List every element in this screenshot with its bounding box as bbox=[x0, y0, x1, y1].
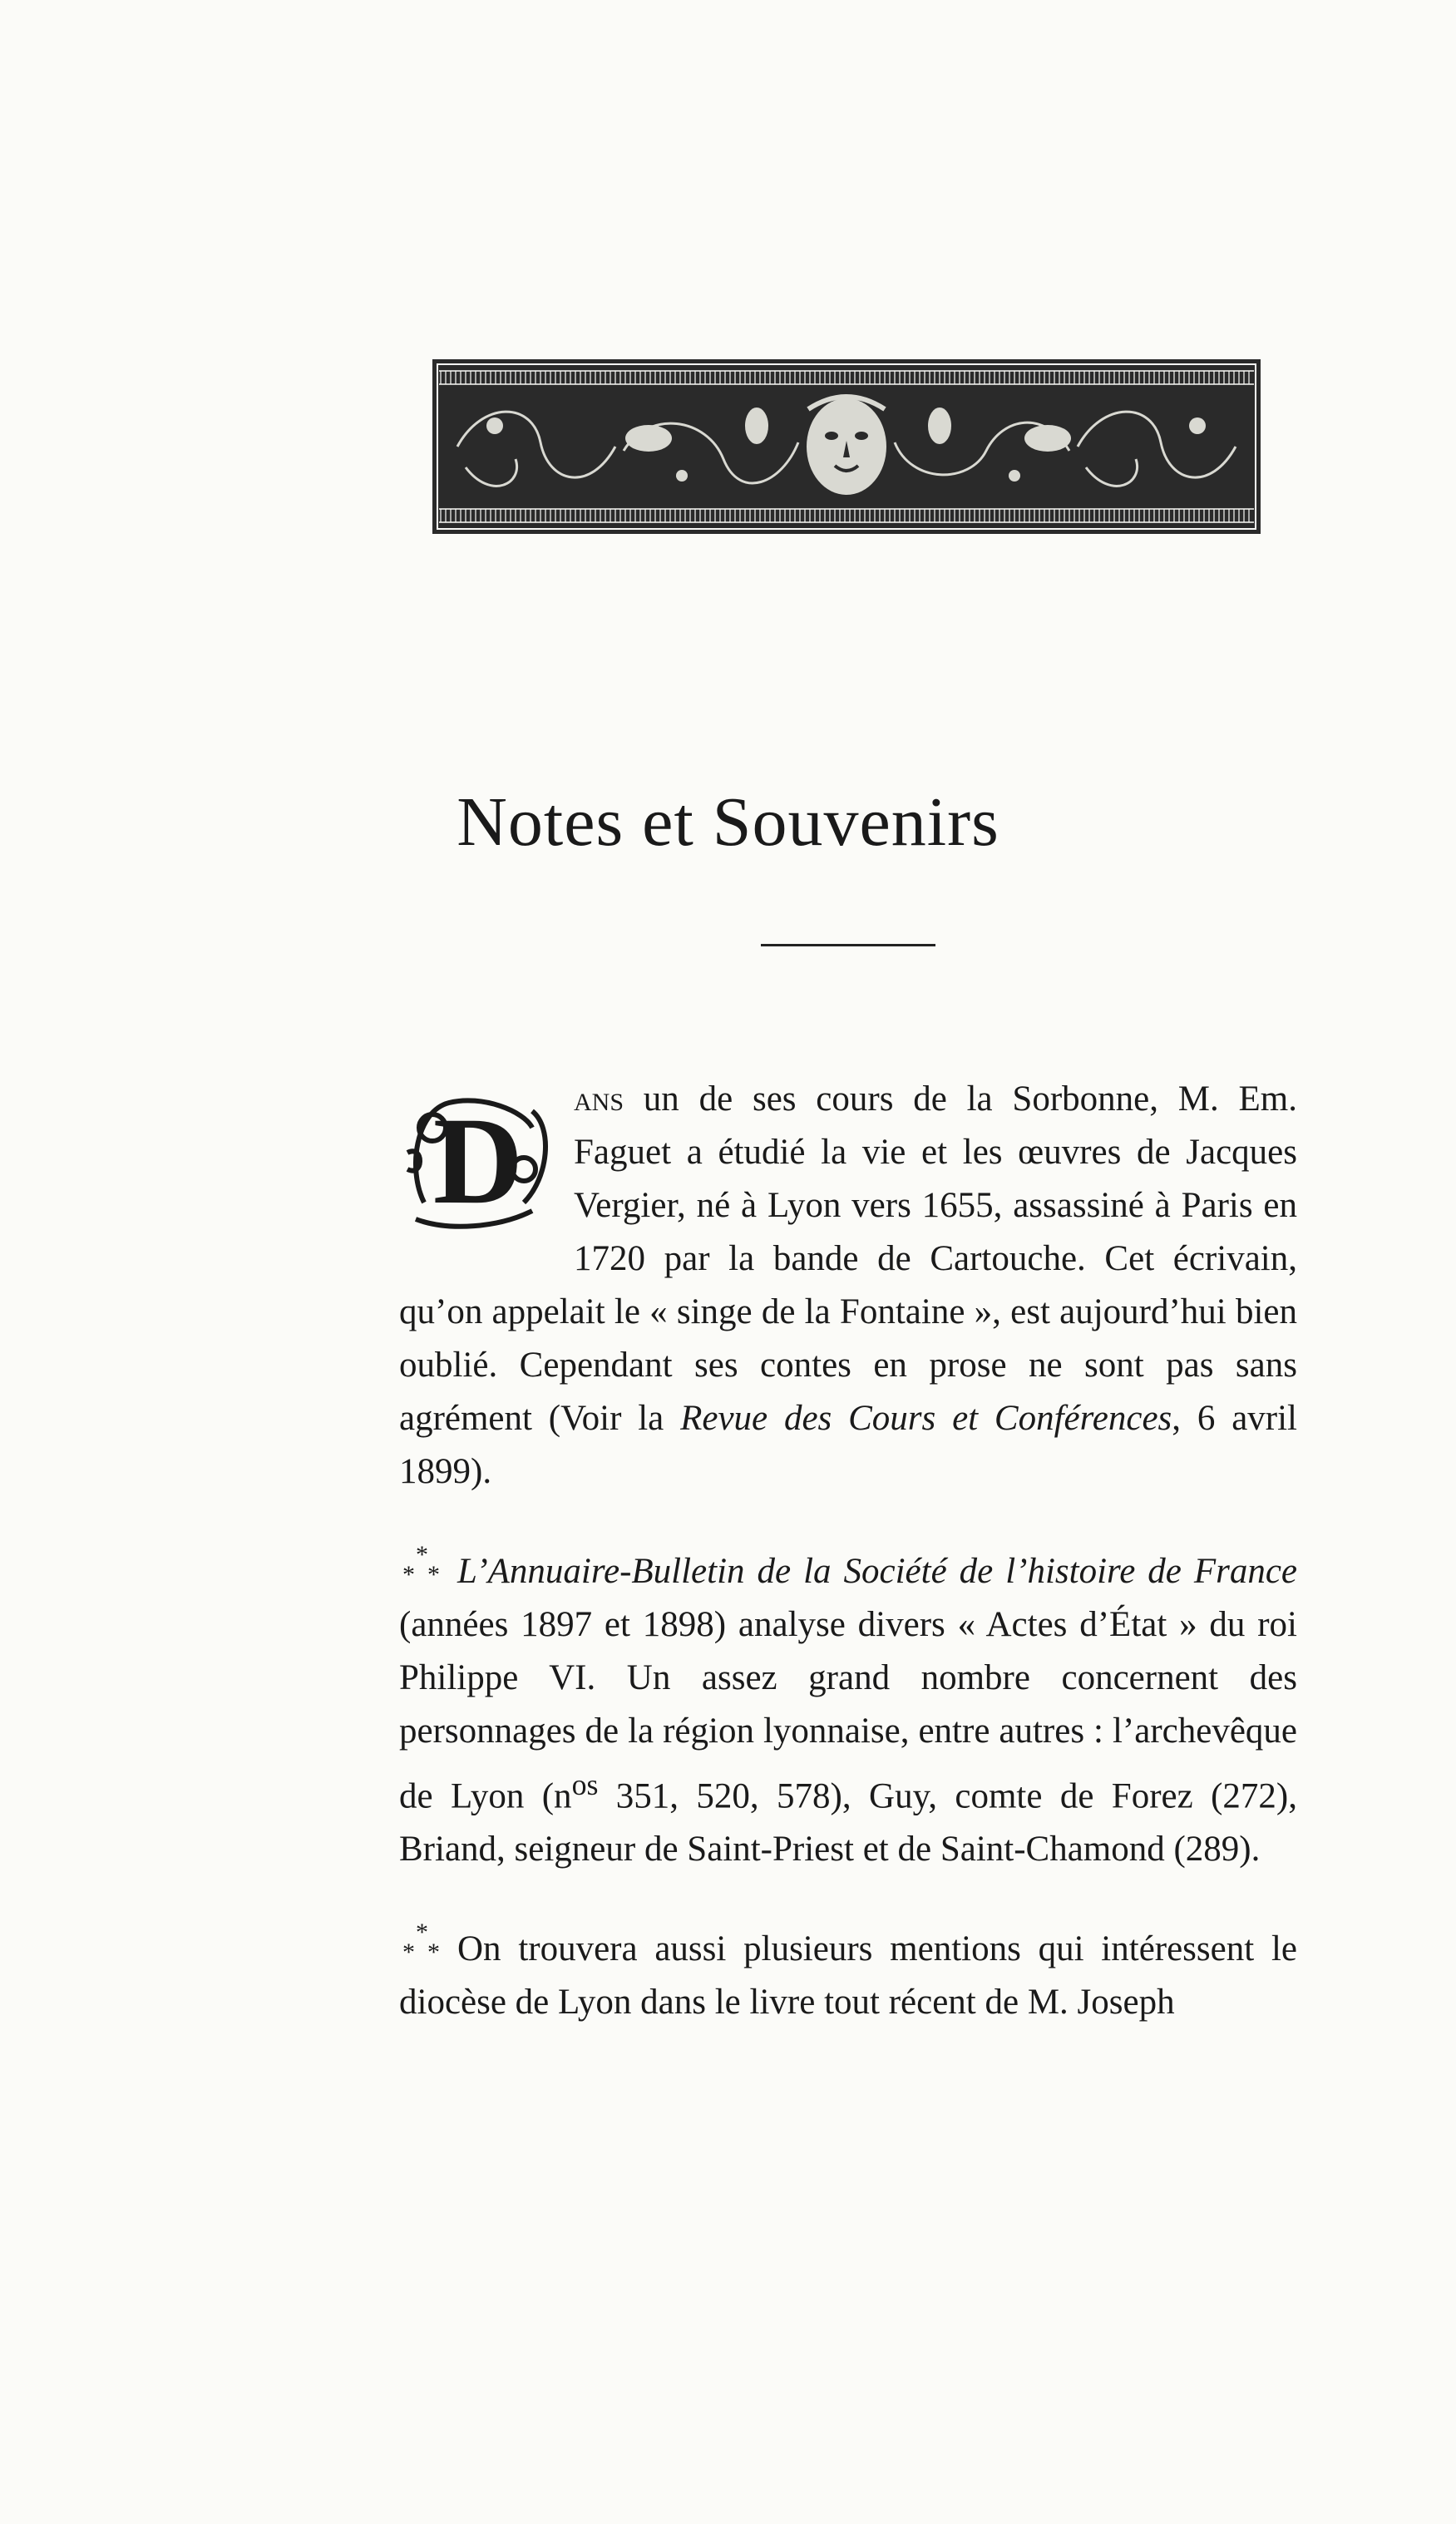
paragraph-3 bbox=[399, 1919, 1297, 2029]
journal-title: Revue des Cours et Conférences bbox=[680, 1399, 1172, 1438]
lead-smallcaps: ans bbox=[574, 1079, 624, 1119]
paragraph-1-end: , 6 avril 1899). bbox=[399, 1399, 1297, 1491]
article-body bbox=[399, 1073, 1297, 2076]
paragraph-1-text: un de ses cours de la Sorbonne, M. Em. Faguet a étudié la vie et les œuvres de Jacques Vergier, né à Lyon vers 1655, assassiné à Paris en 1720 par la bande de Cartouche. Cet écrivain, qu’on appelait le « singe de la Fontaine », est aujourd’hui bien oublié. Cependant ses contes en prose ne sont pas sans agrément (Voir la bbox=[399, 1079, 1297, 1438]
page-title: Notes et Souvenirs bbox=[457, 783, 999, 861]
asterism-icon: * * * bbox=[402, 1919, 440, 1967]
paragraph-2-sup: os bbox=[571, 1768, 599, 1801]
dropcap-letter: D bbox=[432, 1092, 524, 1230]
title-divider bbox=[761, 944, 935, 946]
paragraph-2-end: 351, 520, 578), Guy, comte de Forez (272), Briand, seigneur de Saint-Priest et de Saint-Chamond (289). bbox=[399, 1776, 1297, 1870]
paragraph-3-text: On trouvera aussi plusieurs mentions qui intéressent le diocèse de Lyon dans le livre tout récent de M. Joseph bbox=[399, 1929, 1297, 2023]
ornamental-headpiece bbox=[432, 359, 1261, 534]
paragraph-2-text: (années 1897 et 1898) analyse divers « Actes d’État » du roi Philippe VI. Un assez grand nombre concernent des personnages de la région lyonnaise, entre autres : l’archevêque de Lyon (n bbox=[399, 1605, 1297, 1816]
paragraph-1 bbox=[399, 1073, 1297, 1499]
paragraph-2 bbox=[399, 1541, 1297, 1876]
asterism-icon: * * * bbox=[402, 1541, 440, 1588]
ornamental-dropcap-d bbox=[399, 1078, 557, 1236]
annuaire-title: L’Annuaire-Bulletin de la Société de l’histoire de France bbox=[457, 1552, 1297, 1591]
